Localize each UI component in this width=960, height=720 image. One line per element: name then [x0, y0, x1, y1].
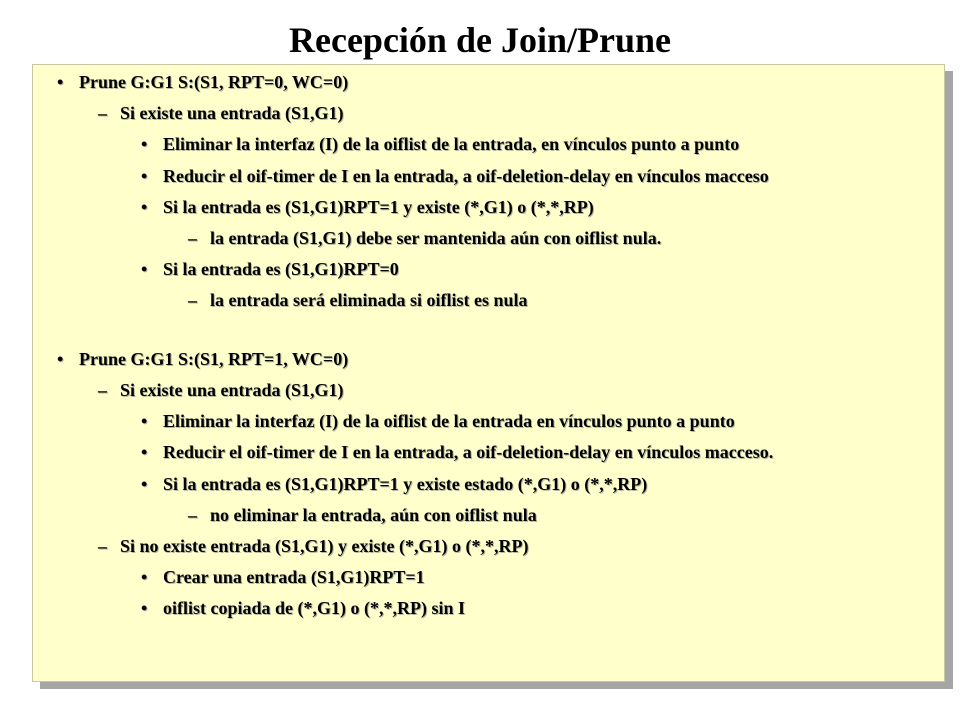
bullet-marker: • — [141, 259, 148, 279]
content-box — [32, 64, 945, 682]
bullet-text: Si la entrada es (S1,G1)RPT=1 y existe estado (*,G1) o (*,*,RP) — [163, 474, 648, 494]
sub-sub-bullet-item — [141, 133, 740, 155]
sub-sub-bullet-item — [141, 165, 769, 187]
bullet-text: Reducir el oif-timer de I en la entrada, a oif-deletion-delay en vínculos macceso — [163, 166, 769, 186]
sub-bullet-item — [98, 535, 529, 557]
bullet-text: Eliminar la interfaz (I) de la oiflist de la entrada en vínculos punto a punto — [163, 411, 735, 431]
bullet-text: Prune G:G1 S:(S1, RPT=1, WC=0) — [79, 349, 349, 369]
sub-sub-bullet-item — [141, 441, 774, 463]
bullet-text: la entrada será eliminada si oiflist es nula — [210, 290, 528, 310]
bullet-text: no eliminar la entrada, aún con oiflist nula — [210, 505, 537, 525]
sub-bullet-item — [98, 102, 344, 124]
sub-sub-bullet-item — [141, 597, 466, 619]
dash-marker: – — [188, 505, 197, 525]
bullet-text: Crear una entrada (S1,G1)RPT=1 — [163, 567, 425, 587]
bullet-text: Si no existe entrada (S1,G1) y existe (*,G1) o (*,*,RP) — [120, 536, 529, 556]
bullet-text: Reducir el oif-timer de I en la entrada, a oif-deletion-delay en vínculos macceso. — [163, 442, 774, 462]
sub-sub-bullet-item — [141, 196, 594, 218]
bullet-marker: • — [141, 166, 148, 186]
slide-title: Recepción de Join/Prune — [289, 20, 671, 60]
bullet-marker: • — [141, 134, 148, 154]
bullet-marker: • — [141, 598, 148, 618]
bullet-text: Eliminar la interfaz (I) de la oiflist de la entrada, en vínculos punto a punto — [163, 134, 740, 154]
bullet-marker: • — [141, 411, 148, 431]
sub-sub-bullet-item — [141, 473, 648, 495]
bullet-marker: • — [141, 567, 148, 587]
bullet-text: Si existe una entrada (S1,G1) — [120, 380, 344, 400]
sub-bullet-item — [98, 379, 344, 401]
sub-sub-sub-bullet-item — [188, 227, 662, 249]
dash-marker: – — [98, 103, 107, 123]
bullet-marker: • — [57, 72, 64, 92]
bullet-text: Si la entrada es (S1,G1)RPT=0 — [163, 259, 399, 279]
bullet-marker: • — [57, 349, 64, 369]
bullet-text: Si la entrada es (S1,G1)RPT=1 y existe (*,G1) o (*,*,RP) — [163, 197, 594, 217]
sub-sub-bullet-item — [141, 566, 425, 588]
bullet-item — [57, 348, 349, 370]
bullet-text: Si existe una entrada (S1,G1) — [120, 103, 344, 123]
bullet-text: oiflist copiada de (*,G1) o (*,*,RP) sin I — [163, 598, 466, 618]
sub-sub-bullet-item — [141, 258, 399, 280]
bullet-text: la entrada (S1,G1) debe ser mantenida aún con oiflist nula. — [210, 228, 662, 248]
dash-marker: – — [98, 380, 107, 400]
bullet-item — [57, 71, 349, 93]
bullet-text: Prune G:G1 S:(S1, RPT=0, WC=0) — [79, 72, 349, 92]
sub-sub-sub-bullet-item — [188, 289, 528, 311]
bullet-marker: • — [141, 197, 148, 217]
dash-marker: – — [188, 290, 197, 310]
dash-marker: – — [188, 228, 197, 248]
sub-sub-sub-bullet-item — [188, 504, 537, 526]
bullet-marker: • — [141, 442, 148, 462]
dash-marker: – — [98, 536, 107, 556]
sub-sub-bullet-item — [141, 410, 735, 432]
bullet-marker: • — [141, 474, 148, 494]
